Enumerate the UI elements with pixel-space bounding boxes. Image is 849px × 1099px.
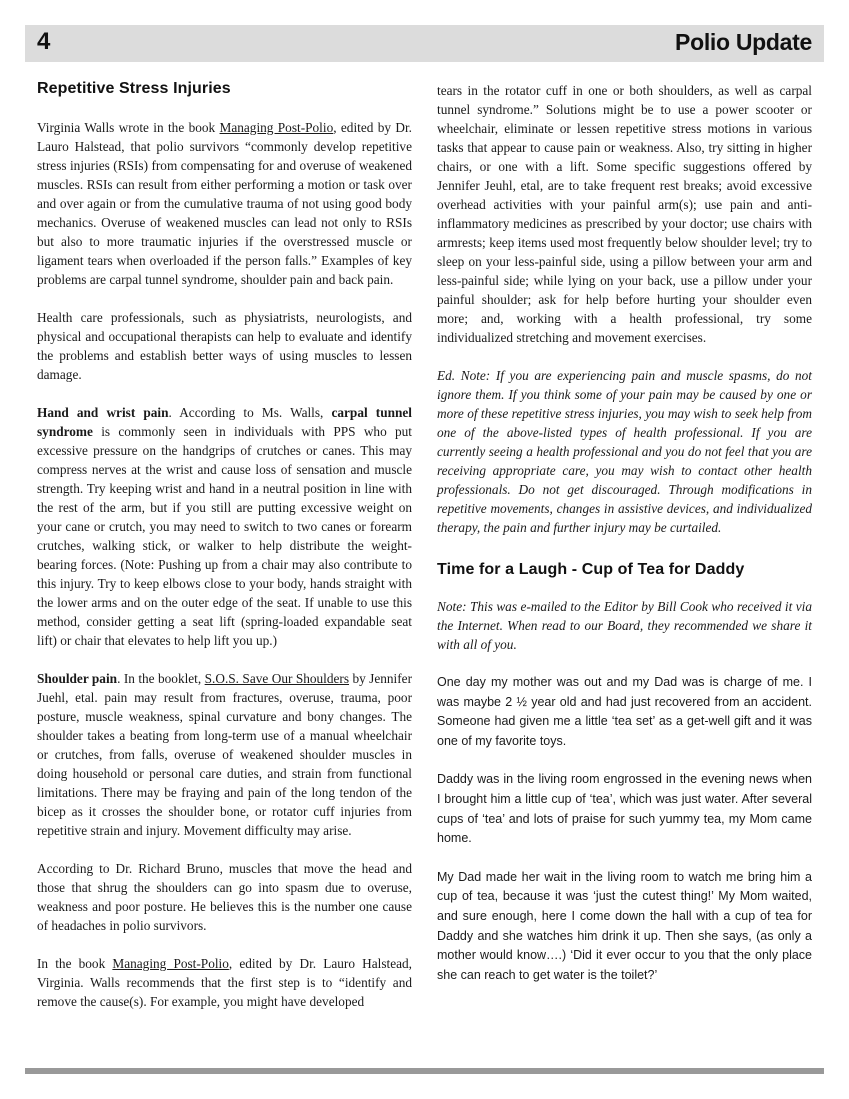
booklet-title: S.O.S. Save Our Shoulders [204, 671, 350, 686]
subhead-hand-wrist: Hand and wrist pain [37, 405, 169, 420]
paragraph-rsi-intro: Virginia Walls wrote in the book Managing Post-Polio, edited by Dr. Lauro Halstead, that polio survivors “commonly develop repetitive stress injuries (RSIs) from compensating for and overuse of weakened muscles. RSIs can result from either performing a motion or task over and over again or from the cumulative trauma of not using good body mechanics. Overuse of weakened muscles can lead not only to RSIs but also to more traumatic injuries if the overstressed muscle or ligament tears when overloaded if the person falls.” Examples of key problems are carpal tunnel syndrome, shoulder pain and back pain. [37, 120, 412, 287]
left-column [37, 80, 412, 1011]
paragraph-first-step: In the book Managing Post-Polio, edited by Dr. Lauro Halstead, Virginia. Walls recommends that the first step is to “identify and remove the cause(s). For example, you might have developed [37, 956, 412, 1009]
paragraph-shoulder-pain: Shoulder pain. In the booklet, S.O.S. Save Our Shoulders by Jennifer Juehl, etal. pain may result from fractures, overuse, trauma, poor posture, muscle weakness, spinal curvature and bony changes. The shoulder takes a beating from long-term use of a manual wheelchair or crutches, from falls, overuse of weakened shoulder muscles in doing household or personal care duties, and strain from functional limitations. There may be fraying and pain of the long tendon of the bicep as it crosses the shoulder bone, or rotator cuff injuries from repetitive strain and injury. Movement difficulty may arise. [37, 671, 412, 838]
article-heading-laugh: Time for a Laugh - Cup of Tea for Daddy [437, 561, 745, 578]
story-paragraph: My Dad made her wait in the living room to watch me bring him a cup of tea, because it was ‘just the cutest thing!’ My Mom waited, and sure enough, here I come down the hall with a cup of tea for Daddy and she watches him drink it up. Then she says, (as only a mother would know….) ‘Did it ever occur to you that the only place she can reach to get water is the toilet?’ [437, 869, 812, 982]
story-paragraph: Daddy was in the living room engrossed in the evening news when I brought him a little cup of ‘tea’, which was just water. After several cups of ‘tea’ and lots of praise for such yummy tea, my Mom came home. [437, 772, 812, 846]
publication-title: Polio Update [675, 29, 812, 55]
book-title: Managing Post-Polio [112, 956, 229, 971]
paragraph-health-professionals: Health care professionals, such as physiatrists, neurologists, and physical and occupational therapists can help to evaluate and identify the problems and establish better ways of using muscles to lessen damage. [37, 310, 412, 382]
page-header [25, 25, 824, 62]
paragraph-solutions: tears in the rotator cuff in one or both shoulders, as well as carpal tunnel syndrome.” Solutions might be to use a power scooter or wheelchair, eliminate or lessen repetitive stress motions in various tasks that appear to cause pain or weakness. Also, try sitting in higher chairs, or one with a lift. Some specific suggestions offered by Jennifer Jeuhl, etal, are to take frequent rest breaks; avoid excessive overhead activities with your painful arm(s); use pain and anti-inflammatory medicines as prescribed by your doctor; use chairs with armrests; keep items used most frequently below shoulder level; try to sleep on your less-painful side, using a pillow between your arm and less-painful side; while lying on your back, use a pillow under your painful shoulder; ask for help before hurting your shoulder even more; and, working with a health professional, try some individualized stretching and movement exercises. [437, 83, 812, 345]
editor-note: Ed. Note: If you are experiencing pain and muscle spasms, do not ignore them. If you think some of your pain may be caused by one or more of these repetitive stress injuries, you may wish to seek help from one of the above-listed types of health professional. If you are currently seeing a health professional and you do not feel that you are receiving appropriate care, you may wish to contact other health professionals. Do not get discouraged. Through modifications in repetitive movements, changes in assistive devices, and individualized therapy, the pain and further injury may be curtailed. [437, 368, 812, 535]
article-heading-rsi: Repetitive Stress Injuries [37, 80, 231, 97]
book-title: Managing Post-Polio [219, 120, 334, 135]
intro-note: Note: This was e-mailed to the Editor by Bill Cook who received it via the Internet. When read to our Board, they recommended we share it with all of you. [437, 599, 812, 652]
page-number: 4 [37, 28, 51, 55]
footer-rule [25, 1068, 824, 1074]
subhead-shoulder-pain: Shoulder pain [37, 671, 118, 686]
paragraph-hand-wrist: Hand and wrist pain. According to Ms. Walls, carpal tunnel syndrome is commonly seen in individuals with PPS who put excessive pressure on the handgrips of crutches or canes. This may compress nerves at the wrist and cause loss of sensation and muscle strength. Try keeping wrist and hand in a neutral position in line with the rest of the arm, but if you still are putting excessive weight on your cane or crutch, you may need to switch to two canes or forearm crutches, walking stick, or walker to help distribute the weight-bearing forces. (Note: Pushing up from a chair may also contribute to this injury. Try to keep elbows close to your body, hands straight with the lower arms and on the outer edge of the seat. If unable to use this method, consider getting a seat lift (spring-loaded expandable seat lift) or chair that elevates to help lift you up.) [37, 405, 412, 648]
right-column [437, 81, 812, 985]
paragraph-headaches: According to Dr. Richard Bruno, muscles that move the head and those that shrug the shoulders can go into spasm due to overuse, weakness and poor posture. He believes this is the number one cause of headaches in polio survivors. [37, 861, 412, 933]
story-paragraph: One day my mother was out and my Dad was is charge of me. I was maybe 2 ½ year old and had just recovered from an accident. Someone had given me a little ‘tea set’ as a get-well gift and it was one of my favorite toys. [437, 675, 812, 748]
